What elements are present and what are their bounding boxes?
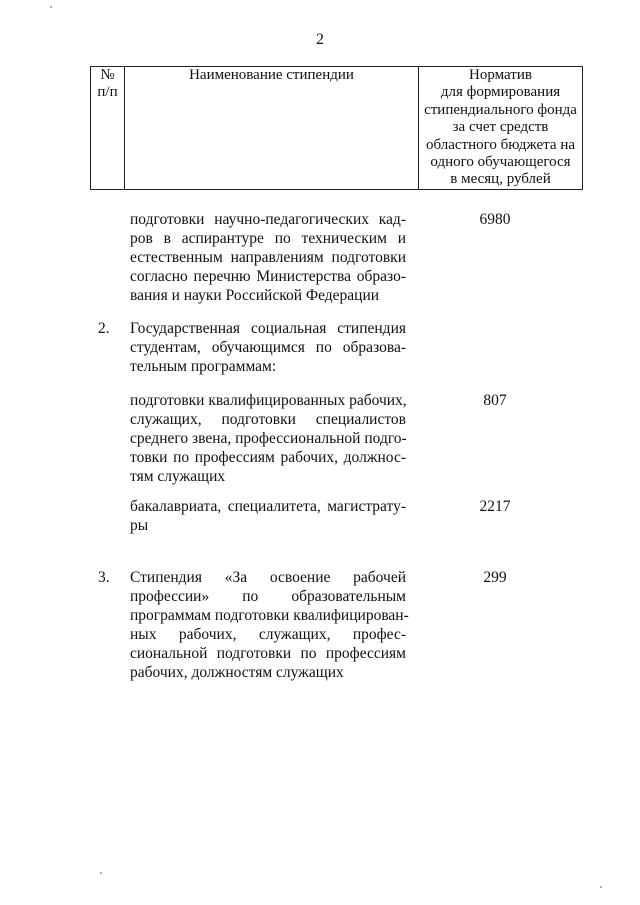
header-number-line: № <box>100 67 115 83</box>
row-text-line: подготовки научно-педагогических кад- <box>130 211 406 228</box>
row-text-line: сиональной подготовки по профессиям <box>130 645 406 662</box>
header-norm-line: в месяц, рублей <box>450 171 551 188</box>
row-text <box>130 391 406 486</box>
row-text-line: тельным программам: <box>130 358 277 375</box>
row-number: 3. <box>98 569 110 586</box>
header-name-label: Наименование стипендии <box>189 67 354 83</box>
header-norm-line: одного обучающегося <box>430 154 571 171</box>
header-norm-line: Норматив <box>469 67 532 83</box>
row-text-line: среднего звена, профессиональной подго- <box>130 430 407 447</box>
header-norm-cell <box>419 67 583 190</box>
row-text-line: студентам, обучающимся по образова- <box>130 339 406 356</box>
row-value: 2217 <box>479 498 511 515</box>
header-norm-line: стипендиального фонда <box>424 101 577 118</box>
header-number-line: п/п <box>97 84 118 101</box>
row-value: 299 <box>483 569 507 586</box>
row-text-line: ры <box>130 517 149 534</box>
row-text-line: Государственная социальная стипендия <box>130 320 406 337</box>
header-number-cell <box>91 67 125 190</box>
row-text-line: естественным направлениям подготовки <box>130 249 406 266</box>
row-text-line: подготовки квалифицированных рабочих, <box>130 392 407 409</box>
row-text-line: ных рабочих, служащих, профес- <box>130 626 406 643</box>
row-text-line: программам подготовки квалифицирован- <box>130 607 409 624</box>
row-value: 6980 <box>479 211 511 228</box>
row-value: 807 <box>483 392 507 409</box>
row-text-line: Стипендия «За освоение рабочей <box>130 569 406 586</box>
row-text-line: бакалавриата, специалитета, магистрату- <box>130 498 406 515</box>
scan-speck <box>600 886 602 888</box>
page-number: 2 <box>316 31 324 48</box>
row-text <box>130 497 406 535</box>
row-text-line: рабочих, должностям служащих <box>130 664 344 681</box>
header-norm-line: областного бюджета на <box>425 136 576 153</box>
row-number: 2. <box>98 320 110 337</box>
scan-speck <box>100 872 102 874</box>
header-norm-line: за счет средств <box>452 119 549 136</box>
table-header <box>90 66 583 190</box>
header-name-cell <box>125 67 419 190</box>
row-text-line: служащих, подготовки специалистов <box>130 411 406 428</box>
row-text <box>130 319 406 376</box>
row-text-line: тям служащих <box>130 468 226 485</box>
row-text <box>130 568 409 682</box>
row-text-line: товки по профессиям рабочих, должнос- <box>130 449 406 466</box>
row-text-line: вания и науки Российской Федерации <box>130 287 380 304</box>
row-text-line: профессии» по образовательным <box>130 588 406 605</box>
row-text-line: ров в аспирантуре по техническим и <box>130 230 406 247</box>
row-text <box>130 210 406 305</box>
scan-speck <box>50 6 52 8</box>
header-norm-line: для формирования <box>440 84 561 101</box>
row-text-line: согласно перечню Министерства образо- <box>130 268 406 285</box>
